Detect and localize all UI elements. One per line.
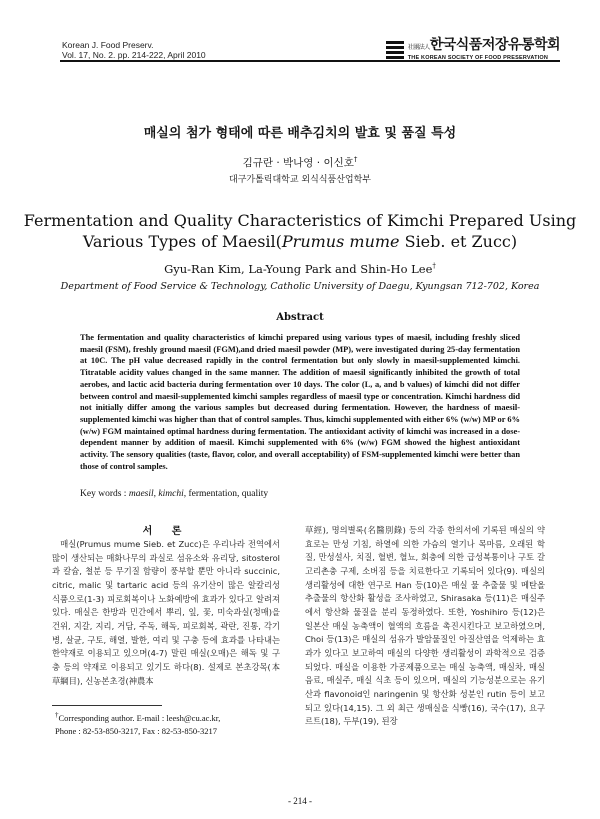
title-english: Fermentation and Quality Characteristics of Kimchi Prepared Using Various Types of Maesil(Prumus mume Sieb. et Zucc)	[23, 211, 577, 251]
society-name-ko: 社團法人한국식품저장유통학회	[407, 37, 560, 53]
journal-volume: Vol. 17, No. 2. pp. 214-222, April 2010	[62, 50, 206, 60]
footnote-rule	[52, 705, 162, 706]
page-number: - 214 -	[288, 796, 312, 806]
affiliation-english: Department of Food Service & Technology, Catholic University of Daegu, Kyungsan 712-702, Korea	[60, 281, 540, 292]
society-name-en: THE KOREAN SOCIETY OF FOOD PRESERVATION	[407, 55, 549, 61]
keywords: Key words : maesil, kimchi, fermentation, quality	[80, 489, 269, 499]
abstract-text: The fermentation and quality characteristics of kimchi prepared using various types of maesil, including freshly sliced maesil (FSM), freshly ground maesil (FGM),and dried maesil powder (MP), were investigated during 25-day fermentation at 10C. The pH value decreased rapidly in the control fermentation but only slowly in maesil-supplemented kimchi. Titratable acidity values changed in the same manner. The addition of maesil significantly inhibited the growth of total aerobes, and lactic acid bacteria during fermentation over 10 days. The color (L, a, and b values) of kimchi did not differ between control and maesil-supplemented kimchi samples regardless of maesil type or concentration. Kimchi hardness did not initially differ among the various samples but decreased during fermentation. However, the hardness of maesil-supplemented kimchi was higher than that of control samples. Thus, kimchi supplemented with either 6% (w/w) MP or 6% (w/w) FGM maintained optimal hardness during fermentation. The antioxidant activity of kimchi was increased in a dose-dependent manner by addition of maesil. Kimchi supplemented with 6% (w/w) FGM showed the highest antioxidant activity. The sensory qualities (taste, flavor, color, and overall acceptability) of FSM-supplemented kimchi were better than those of control samples.	[80, 333, 520, 471]
body-column-left	[52, 538, 280, 688]
section-heading-introduction: 서 론	[142, 526, 190, 537]
title-korean: 매실의 첨가 형태에 따른 배추김치의 발효 및 품질 특성	[143, 126, 457, 141]
affiliation-korean: 대구가톨릭대학교 외식식품산업학부	[229, 175, 371, 185]
body-column-right	[305, 524, 545, 729]
journal-name: Korean J. Food Preserv.	[62, 40, 154, 50]
abstract-heading: Abstract	[276, 312, 324, 323]
society-emblem-icon	[386, 40, 404, 60]
authors-korean: 김규란 · 박나영 · 이신호†	[242, 155, 358, 169]
header-rule	[60, 60, 560, 62]
journal-header	[62, 40, 206, 60]
intro-paragraph: 매실(Prumus mume Sieb. et Zucc)은 우리나라 전역에서 많이 생산되는 매화나무의 과실로 섬유소와 유리당, sitosterol과 칼슘, 철분 등 무기질 함량이 풍부할 뿐만 아니라 succinic, citric, malic 및 tartaric acid 등의 유기산이 많은 알칼리성 식품으로(1-3) 피로회복이나 노화예방에 효과가 있다고 알려져 있다. 매실은 한방과 민간에서 뿌리, 잎, 꽃, 미숙과실(청매)을 건위, 지갈, 지리, 거담, 주독, 해독, 피로회복, 곽란, 진통, 각기병, 살균, 구토, 해열, 발한, 여리 및 구충 등에 효과를 나타내는 한약재로 이용되고 있으며(4-7) 말린 매실(오매)은 해독 및 구충 등의 약재로 이용되고 있기도 하다(8). 설제로 본초강목(本草綱目), 신농본초경(神農本	[52, 539, 280, 686]
authors-english: Gyu-Ran Kim, La-Young Park and Shin-Ho Lee†	[164, 262, 436, 276]
corresponding-author-footnote: †Corresponding author. E-mail : leesh@cu.ac.kr, Phone : 82-53-850-3217, Fax : 82-53-850-3217	[55, 711, 221, 736]
intro-paragraph-continued: 草經), 명의별록(名醫別錄) 등의 각종 한의서에 기록된 매실의 약효로는 만성 기침, 하열에 의한 가슴의 열기나 목마름, 오래된 학질, 만성설사, 치질, 혈변, 혈뇨, 회충에 의한 급성복통이나 구토 갈고리촌충 구제, 소버짐 등을 치료한다고 기록되어 있다(9). 매실의 생리활성에 대한 연구로 Han 등(10)은 매실 물 추출물 및 메탄올 추출물의 항산화 활성을 조사하였고, Shirasaka 등(11)은 매실주에서 항산화 물질을 분리 동정하였다. 또한, Yoshihiro 등(12)은 일본산 매실 농축액이 혈액의 흐름을 촉진시킨다고 보고하였으며, Choi 등(13)은 매실의 섬유가 발암물질인 아질산염을 억제하는 효과가 있다고 보고하여 매실의 다양한 생리활성이 과학적으로 검증되었다. 매실을 이용한 가공제품으로는 매실 농축액, 매실차, 매실음료, 매실주, 매실 식초 등이 있으며, 매실의 기능성분으로는 유기산과 flavonoid인 naringenin 및 항산화 성분인 rutin 등이 보고되고 있다(14,15). 그 외 최근 생매실을 식빵(16), 국수(17), 요구르트(18), 두부(19), 된장	[305, 525, 545, 727]
society-logo	[386, 38, 560, 62]
